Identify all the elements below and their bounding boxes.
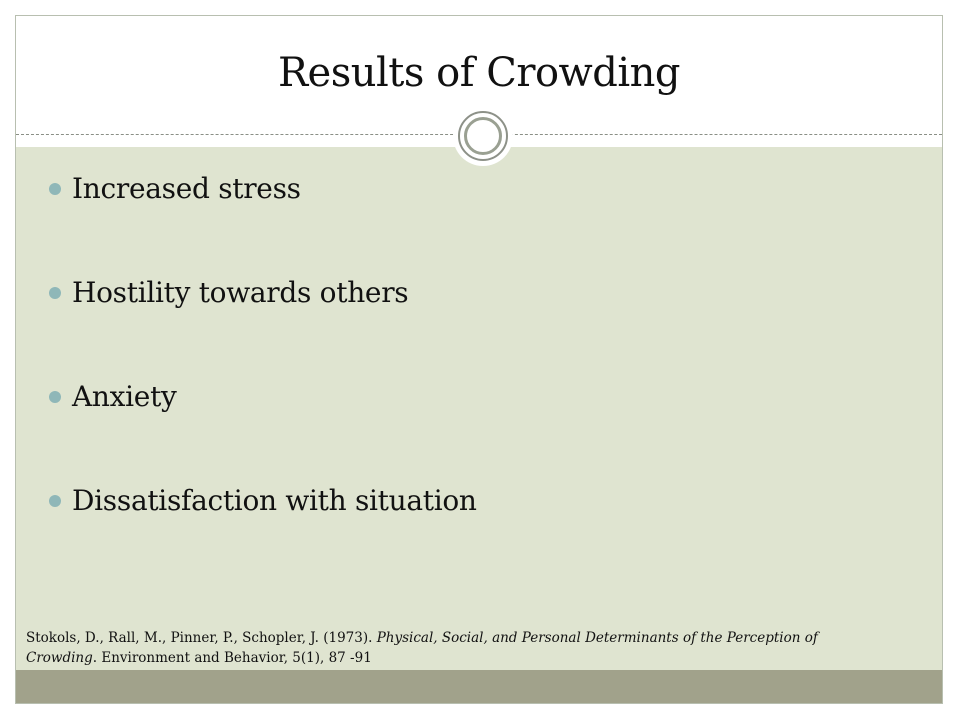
bullet-item-anxiety [49,380,477,484]
bullet-icon [49,495,61,507]
bullet-text: Anxiety [72,380,177,413]
citation-source: . Environment and Behavior, 5(1), 87 -91 [92,650,372,666]
bullet-list [49,172,477,588]
bullet-item-dissatisfaction [49,484,477,588]
bullet-icon [49,183,61,195]
divider-ring-inner [464,117,502,155]
bullet-text: Increased stress [72,172,301,205]
citation-title: Physical, Social, and Personal Determinants of the Perception of Crowding [26,630,818,666]
divider-ring-outer [458,111,508,161]
divider-ornament-icon [453,106,513,166]
slide-title: Results of Crowding [277,50,681,96]
bullet-item-hostility [49,276,477,380]
bullet-icon [49,287,61,299]
bullet-text: Hostility towards others [72,276,409,309]
bullet-icon [49,391,61,403]
footer-bar [16,670,942,703]
slide-frame [15,15,943,704]
bullet-text: Dissatisfaction with situation [72,484,477,517]
citation-authors: Stokols, D., Rall, M., Pinner, P., Schopler, J. (1973). [26,630,377,646]
citation [26,628,886,668]
bullet-item-increased-stress [49,172,477,276]
